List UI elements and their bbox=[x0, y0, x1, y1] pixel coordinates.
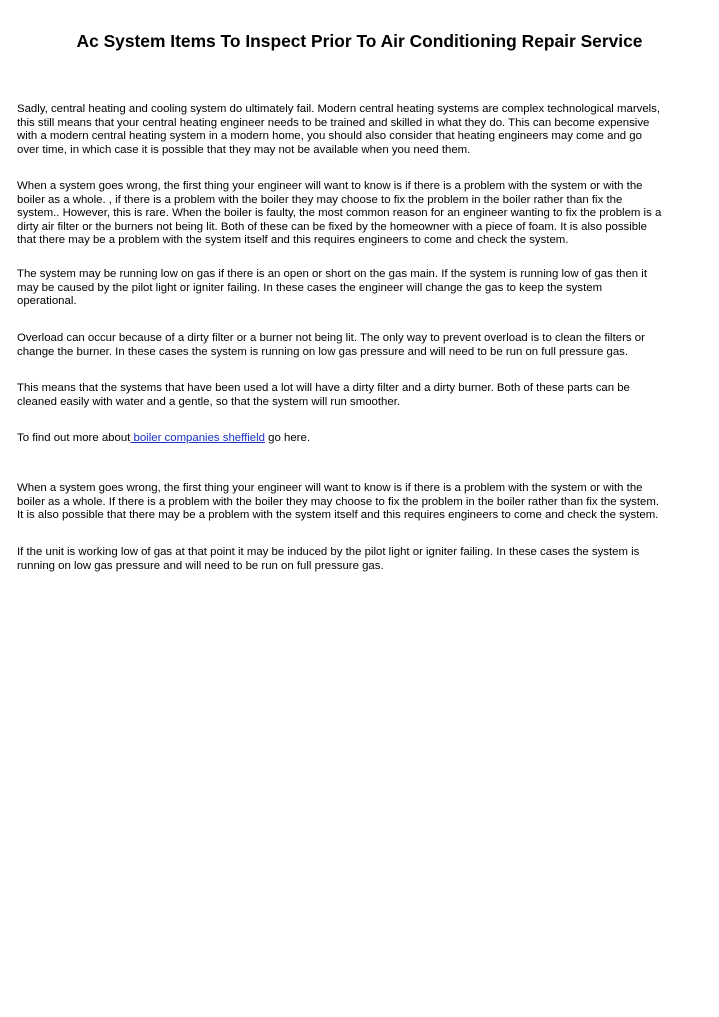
paragraph-system-wrong-repeat bbox=[17, 482, 707, 523]
paragraph-line: boiler as a whole. , if there is a problem with the boiler they may choose to fix the problem in the boiler rather than fix the bbox=[17, 193, 623, 206]
paragraph-line: may be caused by the pilot light or igniter failing. In these cases the engineer will change the gas to keep the system bbox=[17, 281, 603, 294]
paragraph-line: system.. However, this is rare. When the boiler is faulty, the most common reason for an engineer wanting to fix the problem is a bbox=[17, 207, 662, 220]
paragraph-line: It is also possible that there may be a problem with the system itself and this requires engineers to come and check the system. bbox=[17, 509, 659, 522]
paragraph-line: over time, in which case it is possible that they may not be available when you need them. bbox=[17, 143, 471, 156]
boiler-companies-link[interactable]: boiler companies sheffield bbox=[130, 432, 266, 444]
paragraph-line: This means that the systems that have been used a lot will have a dirty filter and a dirty burner. Both of these parts can be bbox=[17, 382, 630, 394]
paragraph-line: Sadly, central heating and cooling system do ultimately fail. Modern central heating systems are complex technological marvels, bbox=[17, 103, 661, 115]
paragraph-system-wrong bbox=[17, 180, 707, 248]
paragraph-line: Overload can occur because of a dirty filter or a burner not being lit. The only way to prevent overload is to clean the filters or bbox=[17, 332, 645, 344]
paragraph-line: this still means that your central heating engineer needs to be trained and skilled in what they do. This can become expensive bbox=[17, 116, 650, 129]
paragraph-line: change the burner. In these cases the system is running on low gas pressure and will need to be run on full pressure gas. bbox=[17, 345, 629, 358]
paragraph-line: dirty air filter or the burners not being lit. Both of these can be fixed by the homeowner with a piece of foam. It is also possible bbox=[17, 220, 647, 233]
paragraph-find-out-more bbox=[17, 432, 707, 446]
paragraph-line bbox=[17, 432, 707, 446]
paragraph-unit-low-gas bbox=[17, 546, 707, 573]
find-out-prefix: To find out more about bbox=[17, 432, 131, 444]
paragraph-line: The system may be running low on gas if there is an open or short on the gas main. If the system is running low of gas then it bbox=[17, 268, 647, 280]
paragraph-line: cleaned easily with water and a gentle, so that the system will run smoother. bbox=[17, 395, 401, 408]
paragraph-line: that there may be a problem with the system itself and this requires engineers to come and check the system. bbox=[17, 234, 569, 247]
paragraph-intro bbox=[17, 103, 707, 157]
paragraph-line: When a system goes wrong, the first thing your engineer will want to know is if there is a problem with the system or with the bbox=[17, 482, 643, 494]
paragraph-dirty-filter bbox=[17, 382, 707, 409]
paragraph-line: If the unit is working low of gas at that point it may be induced by the pilot light or igniter failing. In these cases the system is bbox=[17, 546, 640, 558]
page-title: Ac System Items To Inspect Prior To Air Conditioning Repair Service bbox=[76, 31, 643, 51]
paragraph-line: boiler as a whole. If there is a problem with the boiler they may choose to fix the problem in the boiler rather than fix the system. bbox=[17, 495, 659, 508]
find-out-suffix: go here. bbox=[265, 432, 310, 444]
paragraph-line: When a system goes wrong, the first thing your engineer will want to know is if there is a problem with the system or with the bbox=[17, 180, 643, 192]
paragraph-low-gas bbox=[17, 268, 707, 309]
paragraph-overload bbox=[17, 332, 707, 359]
paragraph-line: with a modern central heating system in a modern home, you should also consider that heating engineers may come and go bbox=[17, 130, 642, 143]
paragraph-line: operational. bbox=[17, 295, 77, 308]
paragraph-line: running on low gas pressure and will need to be run on full pressure gas. bbox=[17, 559, 384, 572]
